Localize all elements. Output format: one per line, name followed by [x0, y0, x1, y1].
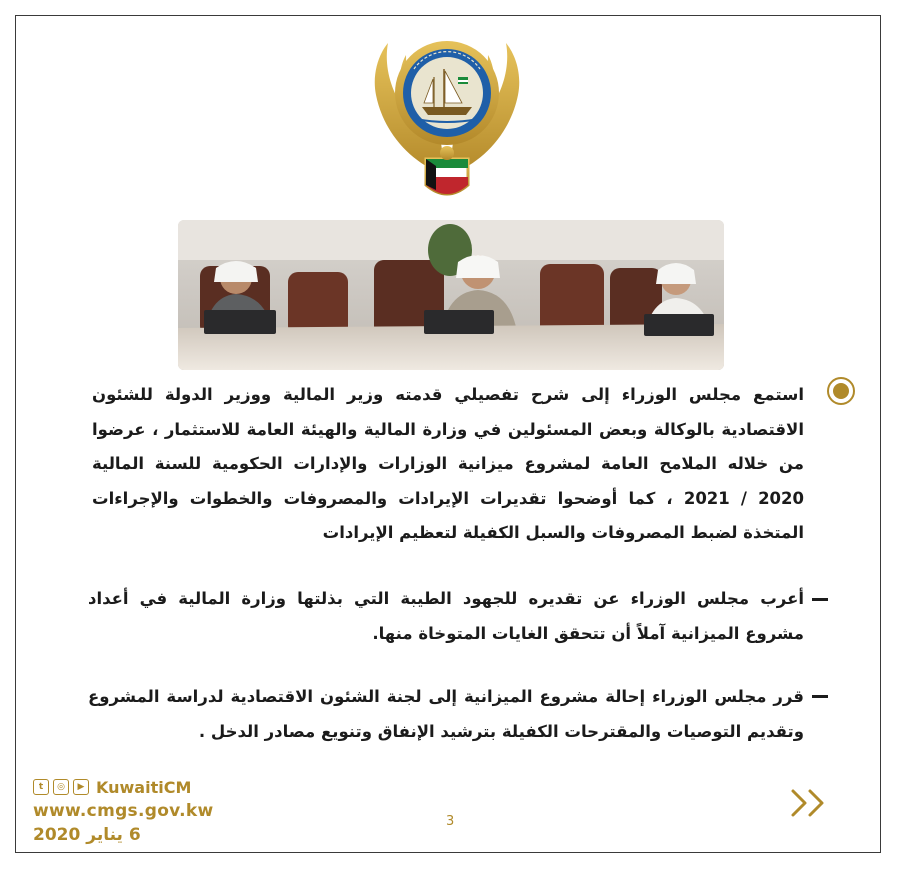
bullet-circle-icon: [826, 376, 856, 406]
twitter-icon[interactable]: t: [33, 779, 49, 795]
cabinet-meeting-photo: [178, 220, 724, 370]
photo-graphic: [178, 220, 724, 370]
paragraph-budget-briefing: استمع مجلس الوزراء إلى شرح تفصيلي قدمته وزير المالية ووزير الدولة للشئون الاقتصادية بالوكالة وبعض المسئولين في وزارة المالية والهيئة العامة للاستثمار ، عرضوا من خلاله الملامح العامة لمشروع ميزانية الوزارات والإدارات الحكومية للسنة المالية 2020 / 2021 ، كما أوضحوا تقديرات الإيرادات والمصروفات والخطوات والإجراءات المتخذة لضبط المصروفات والسبل الكفيلة لتعظيم الإيرادات: [92, 385, 805, 542]
bullet-dash-icon: [812, 695, 828, 698]
bullet-dash-icon: [812, 598, 828, 601]
social-row: [33, 776, 214, 798]
paragraph-appreciation: أعرب مجلس الوزراء عن تقديره للجهود الطيبة التي بذلتها وزارة المالية في أعداد مشروع الميزانية آملاً أن تتحقق الغايات المتوخاة منها.: [88, 589, 804, 643]
next-page-arrows-icon[interactable]: [790, 788, 828, 818]
instagram-icon[interactable]: ◎: [53, 779, 69, 795]
social-handle[interactable]: KuwaitiCM: [96, 777, 192, 797]
council-emblem: [354, 25, 540, 215]
page-number: 3: [446, 814, 455, 829]
youtube-icon[interactable]: ▶: [73, 779, 89, 795]
footer-contact: [33, 776, 214, 845]
website-link[interactable]: www.cmgs.gov.kw: [33, 801, 214, 821]
publication-date: 6 يناير 2020: [33, 825, 141, 845]
emblem-graphic: [354, 25, 540, 215]
paragraph-referral-decision: قرر مجلس الوزراء إحالة مشروع الميزانية إلى لجنة الشئون الاقتصادية لدراسة المشروع وتقديم التوصيات والمقترحات الكفيلة بترشيد الإنفاق وتنويع مصادر الدخل .: [88, 687, 804, 741]
